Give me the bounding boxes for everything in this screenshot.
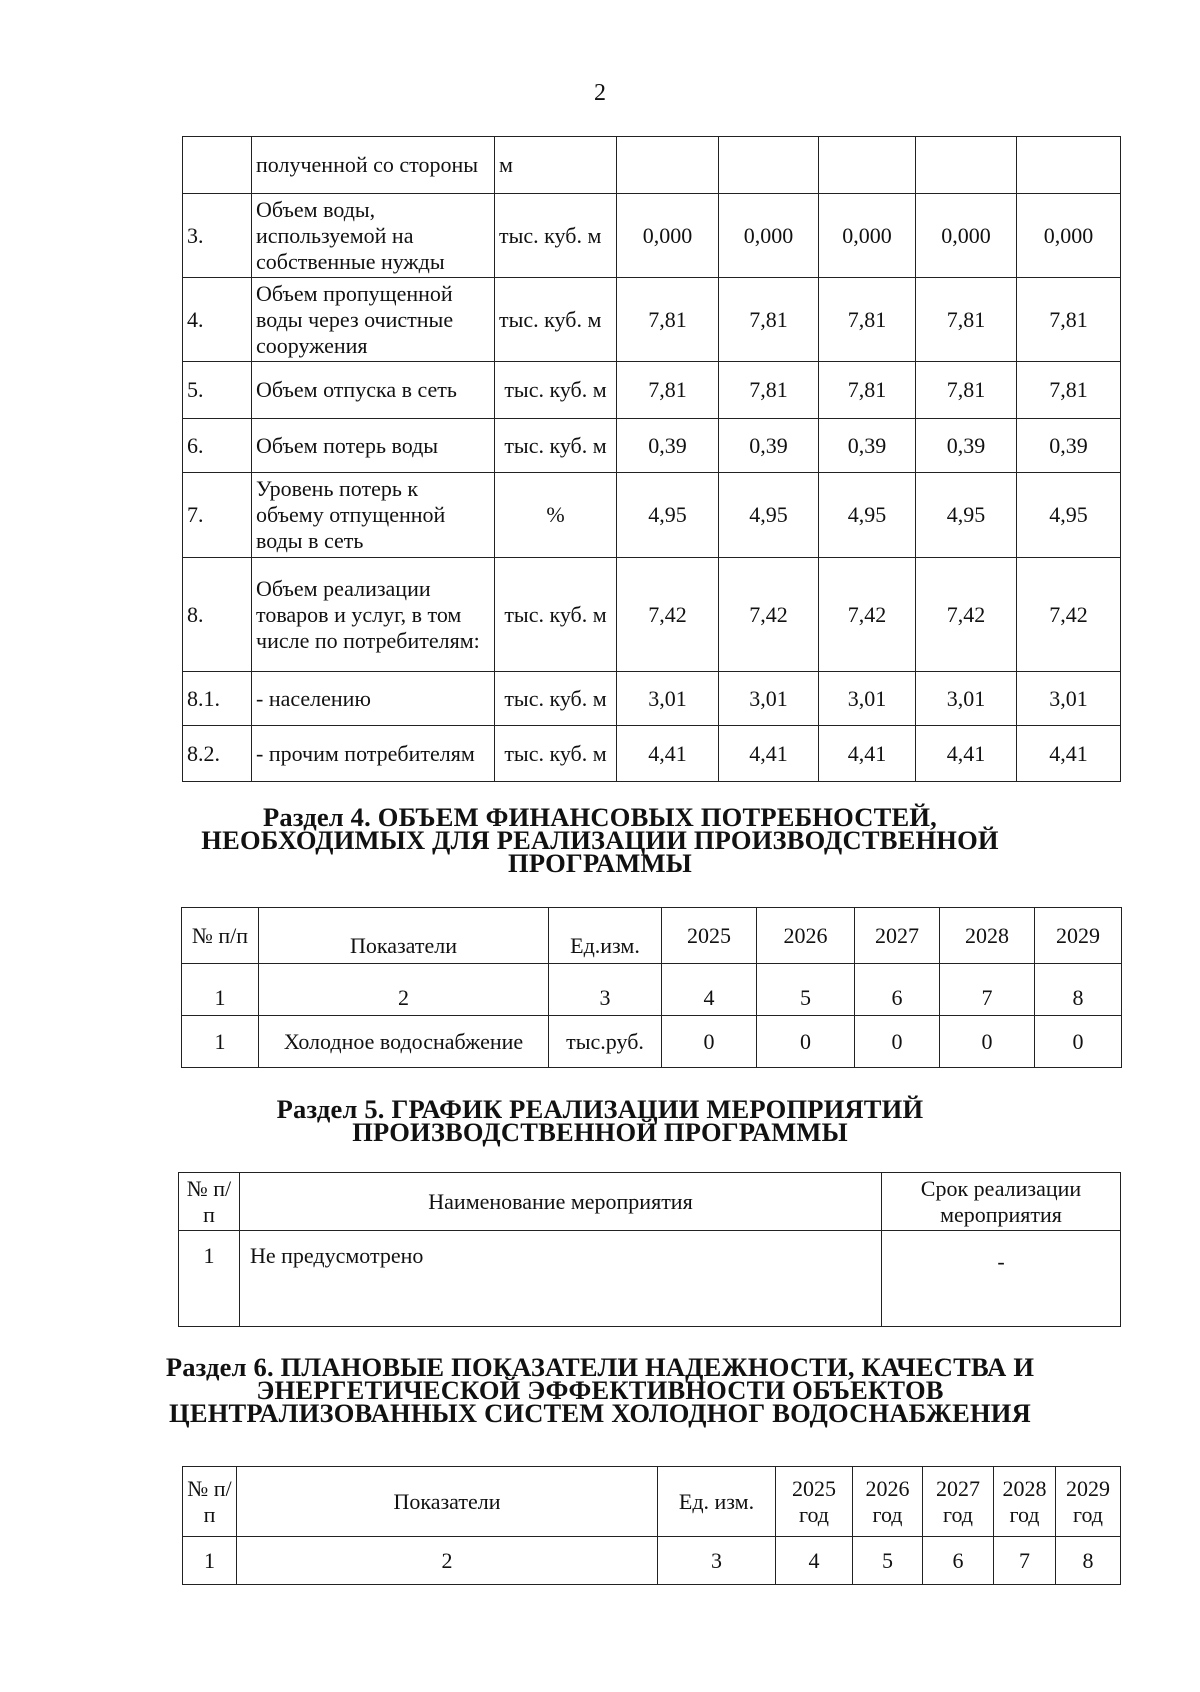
row-value: 4,41 [916, 726, 1017, 782]
row-value: 7,81 [617, 278, 719, 362]
row-value: 3,01 [617, 672, 719, 726]
row-value: 0 [662, 1016, 757, 1068]
table-row [183, 473, 1121, 558]
row-name: Объем воды, используемой на собственные нужды [252, 194, 495, 278]
header-name: Наименование мероприятия [240, 1173, 882, 1231]
header-year: 2026 [757, 908, 855, 964]
row-name: Объем потерь воды [252, 419, 495, 473]
row-num [183, 137, 252, 194]
row-value: 0,39 [1017, 419, 1121, 473]
index-cell: 3 [549, 964, 662, 1016]
index-cell: 1 [182, 964, 259, 1016]
row-value: 0,39 [819, 419, 916, 473]
table-row [183, 278, 1121, 362]
row-value: 7,42 [819, 558, 916, 672]
header-term: Срок реализации мероприятия [882, 1173, 1121, 1231]
table-row [183, 726, 1121, 782]
row-value: 4,95 [819, 473, 916, 558]
row-num: 1 [179, 1231, 240, 1327]
row-value: 7,81 [1017, 362, 1121, 419]
row-unit: тыс. куб. м [495, 362, 617, 419]
table-row [183, 362, 1121, 419]
row-unit: тыс. куб. м [495, 558, 617, 672]
table-row [179, 1231, 1121, 1327]
row-term: - [882, 1231, 1121, 1327]
row-value: 7,42 [719, 558, 819, 672]
row-value: 4,95 [617, 473, 719, 558]
row-name: Холодное водоснабжение [259, 1016, 549, 1068]
row-value: 4,95 [719, 473, 819, 558]
row-num: 7. [183, 473, 252, 558]
row-name: Уровень потерь к объему отпущенной воды в сеть [252, 473, 495, 558]
index-cell: 6 [923, 1537, 994, 1585]
header-name: Показатели [237, 1467, 658, 1537]
header-year: 2028 [940, 908, 1035, 964]
row-unit: тыс. куб. м [495, 419, 617, 473]
page-number: 2 [594, 80, 606, 106]
index-cell: 5 [757, 964, 855, 1016]
row-value: 0,39 [916, 419, 1017, 473]
row-value: 3,01 [1017, 672, 1121, 726]
header-year: 2025 год [776, 1467, 853, 1537]
header-year: 2029 год [1056, 1467, 1121, 1537]
row-value: 4,95 [1017, 473, 1121, 558]
index-cell: 8 [1056, 1537, 1121, 1585]
index-cell: 3 [658, 1537, 776, 1585]
row-num: 8.2. [183, 726, 252, 782]
header-year: 2027 [855, 908, 940, 964]
header-num: № п/п [179, 1173, 240, 1231]
index-cell: 2 [237, 1537, 658, 1585]
table-header-row [179, 1173, 1121, 1231]
header-year: 2027 год [923, 1467, 994, 1537]
section6-title: Раздел 6. ПЛАНОВЫЕ ПОКАЗАТЕЛИ НАДЕЖНОСТИ, КАЧЕСТВА И ЭНЕРГЕТИЧЕСКОЙ ЭФФЕКТИВНОСТИ ОБЪЕКТОВ ЦЕНТРАЛИЗОВАННЫХ СИСТЕМ ХОЛОДНОГ ВОДОСНАБЖЕНИЯ [165, 1352, 1035, 1428]
table-row [183, 558, 1121, 672]
header-year: 2028 год [994, 1467, 1056, 1537]
row-value: 7,81 [719, 278, 819, 362]
row-unit: % [495, 473, 617, 558]
header-year: 2026 год [853, 1467, 923, 1537]
row-name: - населению [252, 672, 495, 726]
row-num: 6. [183, 419, 252, 473]
financial-needs-table [181, 907, 1122, 1068]
row-value: 4,41 [617, 726, 719, 782]
index-row [183, 1537, 1121, 1585]
table-header-row [182, 908, 1122, 964]
row-value: 0,000 [1017, 194, 1121, 278]
row-value: 7,81 [916, 362, 1017, 419]
row-value: 4,41 [1017, 726, 1121, 782]
header-num: № п/п [182, 908, 259, 964]
row-value [719, 137, 819, 194]
header-unit: Ед. изм. [658, 1467, 776, 1537]
row-num: 4. [183, 278, 252, 362]
index-cell: 7 [994, 1537, 1056, 1585]
row-name: Объем отпуска в сеть [252, 362, 495, 419]
row-value: 7,81 [617, 362, 719, 419]
row-unit: тыс.руб. [549, 1016, 662, 1068]
index-cell: 7 [940, 964, 1035, 1016]
header-unit: Ед.изм. [549, 908, 662, 964]
row-value: 7,42 [1017, 558, 1121, 672]
row-value: 7,81 [819, 362, 916, 419]
row-value: 0 [855, 1016, 940, 1068]
row-num: 8. [183, 558, 252, 672]
index-cell: 4 [776, 1537, 853, 1585]
row-value: 4,41 [719, 726, 819, 782]
table-row [182, 1016, 1122, 1068]
row-name: - прочим потребителям [252, 726, 495, 782]
row-value: 4,95 [916, 473, 1017, 558]
row-value: 7,81 [916, 278, 1017, 362]
row-name: Не предусмотрено [240, 1231, 882, 1327]
index-cell: 4 [662, 964, 757, 1016]
header-name: Показатели [259, 908, 549, 964]
section5-title: Раздел 5. ГРАФИК РЕАЛИЗАЦИИ МЕРОПРИЯТИЙ ПРОИЗВОДСТВЕННОЙ ПРОГРАММЫ [276, 1094, 924, 1147]
row-value: 7,81 [819, 278, 916, 362]
header-year: 2025 [662, 908, 757, 964]
row-value: 3,01 [719, 672, 819, 726]
index-cell: 6 [855, 964, 940, 1016]
reliability-indicators-table [182, 1466, 1121, 1585]
row-num: 1 [182, 1016, 259, 1068]
section4-title: Раздел 4. ОБЪЕМ ФИНАНСОВЫХ ПОТРЕБНОСТЕЙ, НЕОБХОДИМЫХ ДЛЯ РЕАЛИЗАЦИИ ПРОИЗВОДСТВЕННОЙ ПРОГРАММЫ [201, 802, 999, 878]
row-value: 0,000 [916, 194, 1017, 278]
table-row [183, 672, 1121, 726]
row-value: 7,42 [617, 558, 719, 672]
row-value: 0,000 [819, 194, 916, 278]
row-num: 5. [183, 362, 252, 419]
row-value: 7,81 [719, 362, 819, 419]
row-value: 3,01 [916, 672, 1017, 726]
row-unit: м [495, 137, 617, 194]
header-num: № п/п [183, 1467, 237, 1537]
row-value: 0,39 [719, 419, 819, 473]
index-cell: 8 [1035, 964, 1122, 1016]
row-unit: тыс. куб. м [495, 194, 617, 278]
index-row [182, 964, 1122, 1016]
table-header-row [183, 1467, 1121, 1537]
row-value: 4,41 [819, 726, 916, 782]
row-name: Объем реализации товаров и услуг, в том числе по потребителям: [252, 558, 495, 672]
index-cell: 2 [259, 964, 549, 1016]
row-unit: тыс. куб. м [495, 726, 617, 782]
row-value [916, 137, 1017, 194]
row-value: 0 [757, 1016, 855, 1068]
row-value: 0,000 [719, 194, 819, 278]
row-value [819, 137, 916, 194]
table-row [183, 137, 1121, 194]
row-value: 7,81 [1017, 278, 1121, 362]
events-schedule-table [178, 1172, 1121, 1327]
row-value: 0,39 [617, 419, 719, 473]
table-row [183, 419, 1121, 473]
volumes-table [182, 136, 1121, 782]
row-value: 3,01 [819, 672, 916, 726]
index-cell: 1 [183, 1537, 237, 1585]
row-value: 0 [940, 1016, 1035, 1068]
row-num: 3. [183, 194, 252, 278]
row-value: 7,42 [916, 558, 1017, 672]
row-value: 0,000 [617, 194, 719, 278]
table-row [183, 194, 1121, 278]
row-unit: тыс. куб. м [495, 278, 617, 362]
row-value [617, 137, 719, 194]
header-year: 2029 [1035, 908, 1122, 964]
index-cell: 5 [853, 1537, 923, 1585]
row-value: 0 [1035, 1016, 1122, 1068]
row-value [1017, 137, 1121, 194]
row-num: 8.1. [183, 672, 252, 726]
row-name: Объем пропущенной воды через очистные сооружения [252, 278, 495, 362]
row-name: полученной со стороны [252, 137, 495, 194]
row-unit: тыс. куб. м [495, 672, 617, 726]
